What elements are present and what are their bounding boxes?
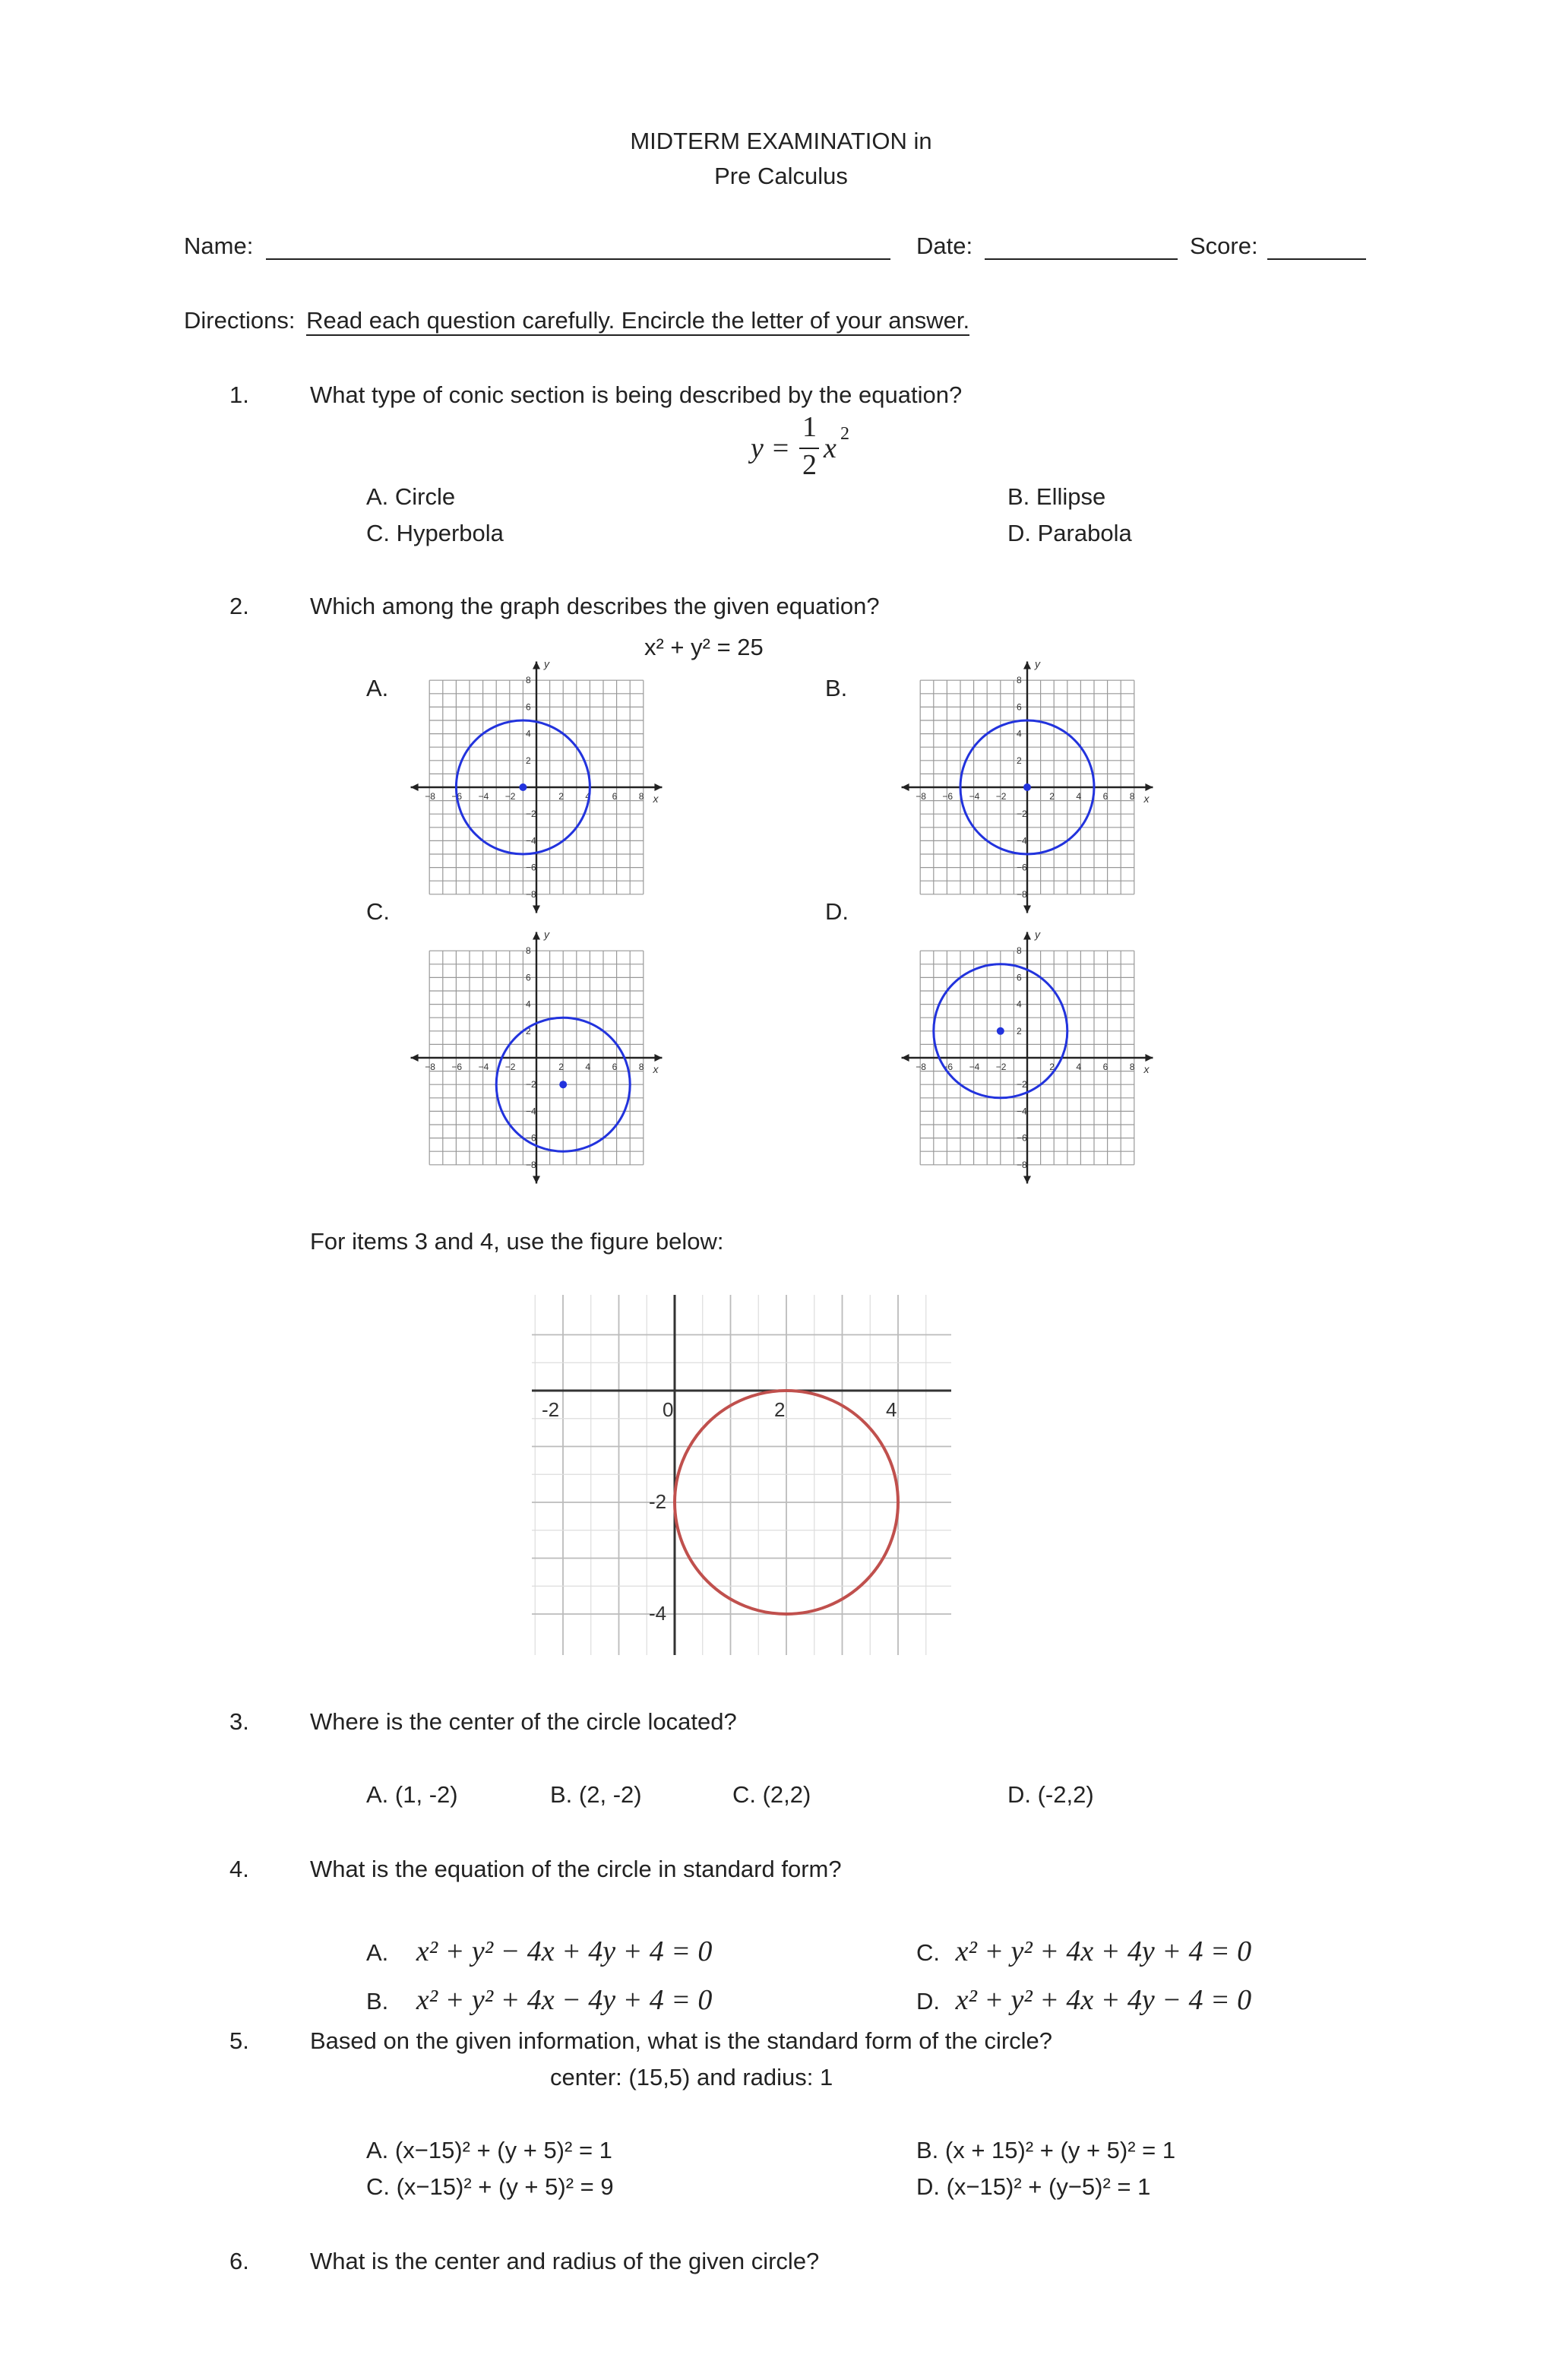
- x-axis-label: x: [1143, 793, 1150, 805]
- q4-equation-d: x² + y² + 4x + 4y − 4 = 0: [955, 1984, 1252, 2016]
- y-axis-arrow: [533, 662, 540, 669]
- y-tick-label: −4: [526, 1106, 536, 1117]
- center-point: [997, 1027, 1004, 1035]
- x-axis-arrow: [1145, 1054, 1153, 1062]
- y-tick-label: −6: [526, 862, 536, 873]
- x-tick-label: −4: [478, 1062, 489, 1072]
- q3-choice-d[interactable]: D. (-2,2): [1007, 1781, 1094, 1808]
- y-tick-label: −8: [526, 1159, 536, 1170]
- q2-graph-d[interactable]: [898, 929, 1162, 1192]
- q2-graph-b[interactable]: [898, 658, 1162, 921]
- q2-number: 2.: [229, 593, 249, 619]
- x-tick-label: 8: [638, 1062, 644, 1072]
- y-tick-label: −4: [1017, 835, 1027, 847]
- name-label: Name:: [184, 233, 254, 259]
- y-tick-label: 2: [1017, 1025, 1022, 1037]
- y-tick-label: −2: [526, 1079, 536, 1090]
- y-tick-label: 4: [526, 999, 531, 1010]
- y-tick-label: −8: [526, 888, 536, 900]
- subject-title: Pre Calculus: [714, 163, 848, 189]
- y-tick-label: 6: [526, 701, 531, 713]
- y-tick-label: 2: [526, 755, 531, 766]
- q5-choice-a[interactable]: A. (x−15)² + (y + 5)² = 1: [366, 2137, 612, 2163]
- q4-equation-b: x² + y² + 4x − 4y + 4 = 0: [416, 1984, 713, 2016]
- q1-choice-c[interactable]: C. Hyperbola: [366, 520, 504, 546]
- q5-given: center: (15,5) and radius: 1: [550, 2064, 833, 2090]
- y-tick-label: −4: [1017, 1106, 1027, 1117]
- x-axis-arrow: [411, 1054, 419, 1062]
- y-tick-label: −6: [1017, 862, 1027, 873]
- y-tick-label: 4: [1017, 728, 1022, 739]
- y-tick-label: 8: [1017, 945, 1022, 957]
- x-tick-label: −8: [916, 791, 926, 802]
- y-tick-label: 8: [526, 675, 531, 686]
- y-axis-label: y: [1035, 929, 1040, 941]
- x-tick-label: 6: [1102, 1062, 1108, 1072]
- q1-choice-b[interactable]: B. Ellipse: [1007, 483, 1106, 510]
- q4-letter-b: B.: [366, 1988, 389, 2014]
- q4-letter-d: D.: [916, 1988, 940, 2014]
- q2-text: Which among the graph describes the given equation?: [310, 593, 880, 619]
- y-axis-arrow: [533, 932, 540, 940]
- x-tick-label: −4: [478, 791, 489, 802]
- y-axis-arrow: [533, 905, 540, 913]
- x-tick-label: −6: [451, 791, 463, 802]
- x-tick-label: −6: [942, 791, 954, 802]
- y-axis-arrow: [1023, 662, 1031, 669]
- exam-title: MIDTERM EXAMINATION in: [630, 128, 932, 154]
- x-tick-label: 4: [1076, 791, 1082, 802]
- x-tick-label: −6: [942, 1062, 954, 1072]
- y-tick-label: -4: [649, 1602, 667, 1625]
- q4-choice-c[interactable]: [916, 1935, 1251, 1968]
- q2-label-b[interactable]: B.: [825, 675, 848, 701]
- q4-text: What is the equation of the circle in standard form?: [310, 1856, 842, 1882]
- y-axis-label: y: [544, 929, 549, 941]
- q3-choice-b[interactable]: B. (2, -2): [550, 1781, 642, 1808]
- y-axis-label: y: [1035, 658, 1040, 670]
- q6-text: What is the center and radius of the given circle?: [310, 2248, 820, 2274]
- circle-figure: [532, 1295, 951, 1655]
- x-tick-label: 4: [585, 1062, 591, 1072]
- q3-text: Where is the center of the circle located?: [310, 1708, 737, 1735]
- x-axis-label: x: [653, 793, 659, 805]
- y-tick-label: −8: [1017, 888, 1027, 900]
- x-tick-label: 8: [638, 791, 644, 802]
- x-tick-label: -2: [542, 1398, 560, 1421]
- x-tick-label: −4: [969, 1062, 980, 1072]
- y-tick-label: −6: [526, 1132, 536, 1144]
- x-tick-label: 4: [585, 791, 591, 802]
- y-tick-label: −2: [526, 809, 536, 820]
- q1-eq-x: x: [824, 432, 837, 464]
- date-label: Date:: [916, 233, 973, 259]
- x-tick-label: −8: [425, 1062, 435, 1072]
- y-tick-label: 4: [526, 728, 531, 739]
- q5-number: 5.: [229, 2027, 249, 2054]
- q5-choice-c[interactable]: C. (x−15)² + (y + 5)² = 9: [366, 2173, 614, 2200]
- q1-eq-exponent: 2: [840, 424, 849, 444]
- x-tick-label: 0: [663, 1398, 674, 1421]
- q1-choice-a[interactable]: A. Circle: [366, 483, 456, 510]
- x-axis-label: x: [1143, 1063, 1150, 1075]
- q5-choice-b[interactable]: B. (x + 15)² + (y + 5)² = 1: [916, 2137, 1176, 2163]
- y-tick-label: −6: [1017, 1132, 1027, 1144]
- score-label: Score:: [1190, 233, 1258, 259]
- y-tick-label: 6: [1017, 701, 1022, 713]
- x-tick-label: −2: [504, 791, 516, 802]
- y-tick-label: −8: [1017, 1159, 1027, 1170]
- y-tick-label: 4: [1017, 999, 1022, 1010]
- q2-graph-a[interactable]: [407, 658, 672, 921]
- y-tick-label: 6: [526, 972, 531, 983]
- q3-number: 3.: [229, 1708, 249, 1735]
- figure-intro: For items 3 and 4, use the figure below:: [310, 1228, 724, 1255]
- y-tick-label: 6: [1017, 972, 1022, 983]
- x-tick-label: 6: [612, 791, 618, 802]
- q1-number: 1.: [229, 381, 249, 408]
- y-axis-arrow: [1023, 932, 1031, 940]
- x-axis-arrow: [1145, 783, 1153, 791]
- q4-choice-b[interactable]: [366, 1983, 712, 2017]
- q1-eq-denominator: 2: [802, 449, 817, 481]
- x-tick-label: 2: [774, 1398, 786, 1421]
- q3-choice-c[interactable]: C. (2,2): [732, 1781, 811, 1808]
- x-axis-arrow: [411, 783, 419, 791]
- q4-letter-c: C.: [916, 1939, 940, 1966]
- x-tick-label: 6: [612, 1062, 618, 1072]
- q4-equation-a: x² + y² − 4x + 4y + 4 = 0: [416, 1935, 713, 1967]
- y-axis-label: y: [544, 658, 549, 670]
- q2-label-d[interactable]: D.: [825, 898, 849, 925]
- q4-number: 4.: [229, 1856, 249, 1882]
- y-axis-arrow: [533, 1176, 540, 1183]
- date-field[interactable]: [985, 258, 1178, 260]
- q1-eq-numerator: 1: [802, 411, 817, 443]
- x-tick-label: 2: [1049, 1062, 1055, 1072]
- directions: [184, 307, 969, 336]
- x-tick-label: 2: [1049, 791, 1055, 802]
- q2-graph-c[interactable]: [407, 929, 672, 1192]
- x-tick-label: −4: [969, 791, 980, 802]
- q1-equation: [751, 413, 872, 482]
- q1-eq-lhs: y =: [751, 432, 791, 464]
- x-axis-arrow: [654, 1054, 662, 1062]
- x-tick-label: 2: [558, 791, 564, 802]
- y-tick-label: 8: [1017, 675, 1022, 686]
- q4-choice-a[interactable]: [366, 1935, 712, 1968]
- y-tick-label: 2: [1017, 755, 1022, 766]
- q6-number: 6.: [229, 2248, 249, 2274]
- name-field[interactable]: [266, 258, 890, 260]
- q2-label-a[interactable]: A.: [366, 675, 389, 701]
- x-tick-label: −2: [504, 1062, 516, 1072]
- x-axis-arrow: [654, 783, 662, 791]
- center-point: [559, 1081, 567, 1088]
- x-tick-label: 2: [558, 1062, 564, 1072]
- y-tick-label: −4: [526, 835, 536, 847]
- y-tick-label: −2: [1017, 1079, 1027, 1090]
- center-point: [519, 783, 527, 791]
- x-tick-label: −8: [916, 1062, 926, 1072]
- x-axis-label: x: [653, 1063, 659, 1075]
- q4-letter-a: A.: [366, 1939, 389, 1966]
- x-tick-label: −6: [451, 1062, 463, 1072]
- q4-choice-d[interactable]: [916, 1983, 1251, 2017]
- q3-choice-a[interactable]: A. (1, -2): [366, 1781, 458, 1808]
- q2-label-c[interactable]: C.: [366, 898, 390, 925]
- score-field[interactable]: [1267, 258, 1366, 260]
- y-tick-label: −2: [1017, 809, 1027, 820]
- x-tick-label: −2: [995, 1062, 1007, 1072]
- x-axis-arrow: [902, 1054, 909, 1062]
- x-axis-arrow: [902, 783, 909, 791]
- center-point: [1023, 783, 1031, 791]
- y-tick-label: -2: [649, 1490, 667, 1513]
- x-tick-label: 6: [1102, 791, 1108, 802]
- x-tick-label: 8: [1129, 791, 1135, 802]
- x-tick-label: −8: [425, 791, 435, 802]
- directions-label: Directions:: [184, 307, 296, 334]
- y-axis-arrow: [1023, 905, 1031, 913]
- q2-equation: x² + y² = 25: [644, 634, 764, 660]
- q1-choice-d[interactable]: D. Parabola: [1007, 520, 1132, 546]
- x-tick-label: 4: [1076, 1062, 1082, 1072]
- directions-text: Read each question carefully. Encircle the letter of your answer.: [306, 307, 969, 336]
- q1-text: What type of conic section is being described by the equation?: [310, 381, 963, 408]
- y-tick-label: 8: [526, 945, 531, 957]
- x-tick-label: −2: [995, 791, 1007, 802]
- y-axis-arrow: [1023, 1176, 1031, 1183]
- q4-equation-c: x² + y² + 4x + 4y + 4 = 0: [955, 1935, 1252, 1967]
- x-tick-label: 4: [886, 1398, 897, 1421]
- q5-choice-d[interactable]: D. (x−15)² + (y−5)² = 1: [916, 2173, 1151, 2200]
- y-tick-label: 2: [526, 1025, 531, 1037]
- x-tick-label: 8: [1129, 1062, 1135, 1072]
- q5-text: Based on the given information, what is the standard form of the circle?: [310, 2027, 1053, 2054]
